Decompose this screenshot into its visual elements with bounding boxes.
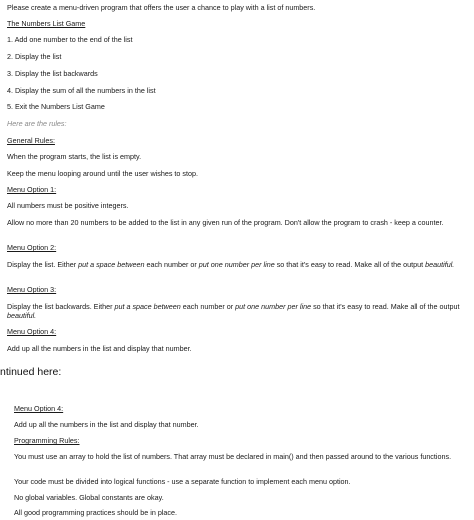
general-rule: When the program starts, the list is empty.: [7, 152, 142, 161]
programming-rules-heading: Programming Rules:: [14, 436, 80, 445]
rules-intro: Here are the rules:: [7, 119, 67, 128]
option1-heading: Menu Option 1:: [7, 185, 57, 194]
programming-rule: No global variables. Global constants are okay.: [14, 493, 164, 502]
option1-line: All numbers must be positive integers.: [7, 201, 129, 210]
continued-label: ntinued here:: [0, 366, 62, 378]
menu-item: 2. Display the list: [7, 52, 62, 61]
option3-text-a: Display the list backwards. Either: [7, 302, 115, 311]
menu-item: 3. Display the list backwards: [7, 69, 98, 78]
option2-text-b: put a space between: [78, 260, 145, 269]
programming-rule: All good programming practices should be in place.: [14, 508, 178, 517]
game-title: The Numbers List Game: [7, 19, 86, 28]
menu-item: 4. Display the sum of all the numbers in the list: [7, 86, 156, 95]
option4-heading: Menu Option 4:: [7, 327, 57, 336]
continued-option4-text: Add up all the numbers in the list and display that number.: [14, 420, 199, 429]
menu-item: 5. Exit the Numbers List Game: [7, 102, 105, 111]
option2-text: [7, 260, 469, 269]
programming-rule: Your code must be divided into logical functions - use a separate function to implement each menu option.: [14, 477, 351, 486]
option2-text-f: beautiful.: [425, 260, 455, 269]
option3-text-f: beautiful.: [7, 311, 37, 320]
assignment-document-continued: [0, 384, 474, 520]
general-rules-heading: General Rules:: [7, 136, 55, 145]
option3-text: [7, 302, 471, 320]
intro-text: Please create a menu-driven program that offers the user a chance to play with a list of numbers.: [7, 3, 316, 12]
option2-heading: Menu Option 2:: [7, 243, 57, 252]
option3-text-d: put one number per line: [235, 302, 312, 311]
option2-text-d: put one number per line: [198, 260, 275, 269]
option1-line: Allow no more than 20 numbers to be added to the list in any given run of the program. Don't allow the program to crash - keep a counter.: [7, 218, 444, 227]
programming-rule: You must use an array to hold the list of numbers. That array must be declared in main() and then passed around to the various functions.: [14, 452, 452, 461]
continued-option4-heading: Menu Option 4:: [14, 404, 64, 413]
option3-heading: Menu Option 3:: [7, 285, 57, 294]
general-rule: Keep the menu looping around until the user wishes to stop.: [7, 169, 198, 178]
option2-text-c: each number or: [144, 260, 199, 269]
option4-text: Add up all the numbers in the list and display that number.: [7, 344, 192, 353]
option3-text-c: each number or: [180, 302, 236, 311]
option2-text-a: Display the list. Either: [7, 260, 79, 269]
option3-text-e: so that it's easy to read. Make all of the output: [311, 302, 460, 311]
option2-text-e: so that it's easy to read. Make all of the output: [274, 260, 426, 269]
option3-text-b: put a space between: [114, 302, 181, 311]
menu-item: 1. Add one number to the end of the list: [7, 35, 133, 44]
